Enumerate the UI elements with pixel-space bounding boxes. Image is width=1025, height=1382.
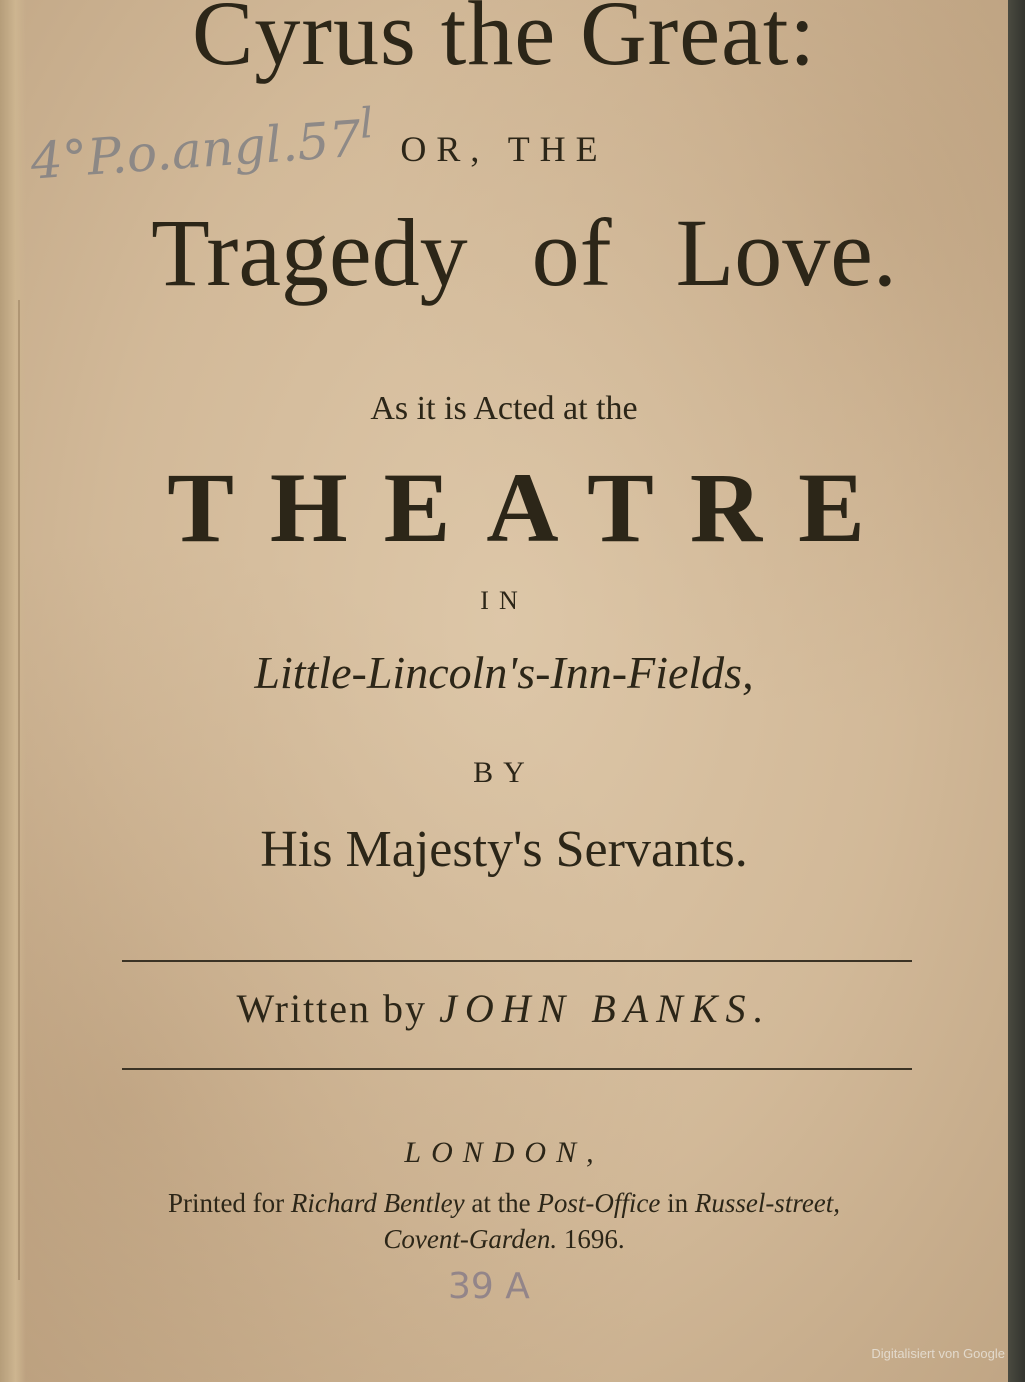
by-word: BY <box>473 756 535 789</box>
imprint-street: Russel-street, <box>694 1188 841 1218</box>
shelfmark-text: 4°P.o.angl.57 <box>28 109 363 191</box>
company-name: His Majesty's Servants. <box>260 821 748 878</box>
imprint-office: Post-Office <box>537 1188 661 1218</box>
imprint-at-the: at the <box>471 1188 531 1218</box>
shelfmark-letter: l <box>358 98 375 148</box>
in-word: IN <box>480 586 528 615</box>
digitization-watermark: Digitalisiert von Google <box>871 1346 1005 1361</box>
title-line-1: Cyrus the Great: <box>191 0 817 84</box>
imprint-city: LONDON, <box>404 1136 604 1169</box>
imprint-line-1 <box>0 1188 1008 1219</box>
call-number-stamp: 39 A <box>448 1266 530 1307</box>
theatre-location: Little-Lincoln's-Inn-Fields, <box>254 647 754 698</box>
imprint-place: Covent-Garden. <box>383 1224 558 1254</box>
author-name: JOHN BANKS. <box>439 986 772 1031</box>
author-line <box>0 985 1008 1032</box>
acted-line: As it is Acted at the <box>370 390 638 427</box>
scan-background-edge <box>1008 0 1025 1382</box>
imprint-line-2 <box>0 1224 1008 1255</box>
imprint-printer: Richard Bentley <box>290 1188 465 1218</box>
subtitle-or-the: OR, THE <box>400 129 608 169</box>
imprint-year: 1696. <box>563 1224 625 1254</box>
bottom-rule <box>122 1068 912 1070</box>
page-fold-line <box>18 300 20 1280</box>
theatre-heading: THEATRE <box>167 452 901 563</box>
imprint-in: in <box>667 1188 689 1218</box>
top-rule <box>122 960 912 962</box>
imprint-printed-for: Printed for <box>167 1188 285 1218</box>
written-by-label: Written by <box>236 986 428 1031</box>
title-line-2: Tragedy of Love. <box>151 199 897 306</box>
